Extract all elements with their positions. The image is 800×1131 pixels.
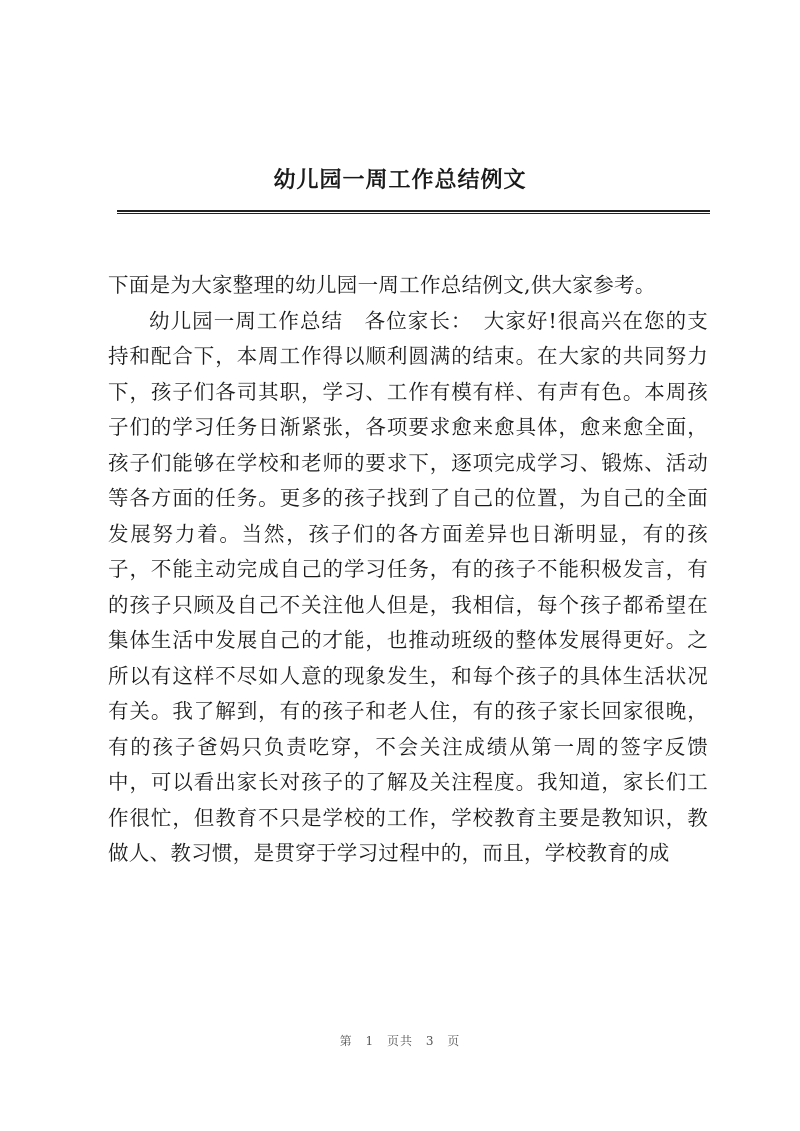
- document-body: [108, 268, 708, 872]
- title-underline: [117, 210, 710, 214]
- footer-prefix: 第: [339, 1034, 353, 1048]
- footer-suffix: 页: [447, 1034, 461, 1048]
- footer-total-pages: 3: [425, 1034, 435, 1048]
- main-paragraph: 幼儿园一周工作总结 各位家长： 大家好!很高兴在您的支持和配合下，本周工作得以顺利圆满的结束。在大家的共同努力下，孩子们各司其职，学习、工作有模有样、有声有色。本周孩子们的学习任务日渐紧张，各项要求愈来愈具体，愈来愈全面，孩子们能够在学校和老师的要求下，逐项完成学习、锻炼、活动等各方面的任务。更多的孩子找到了自己的位置，为自己的全面发展努力着。当然，孩子们的各方面差异也日渐明显，有的孩子，不能主动完成自己的学习任务，有的孩子不能积极发言，有的孩子只顾及自己不关注他人但是，我相信，每个孩子都希望在集体生活中发展自己的才能，也推动班级的整体发展得更好。之所以有这样不尽如人意的现象发生，和每个孩子的具体生活状况有关。我了解到，有的孩子和老人住，有的孩子家长回家很晚，有的孩子爸妈只负责吃穿，不会关注成绩从第一周的签字反馈中，可以看出家长对孩子的了解及关注程度。我知道，家长们工作很忙，但教育不只是学校的工作，学校教育主要是教知识，教做人、教习惯，是贯穿于学习过程中的，而且，学校教育的成: [108, 308, 708, 865]
- intro-paragraph: 下面是为大家整理的幼儿园一周工作总结例文,供大家参考。: [108, 273, 656, 297]
- document-title: 幼儿园一周工作总结例文: [273, 167, 527, 193]
- page-footer: [0, 1032, 800, 1049]
- footer-page-number: 1: [365, 1034, 375, 1048]
- footer-middle: 页共: [386, 1034, 413, 1048]
